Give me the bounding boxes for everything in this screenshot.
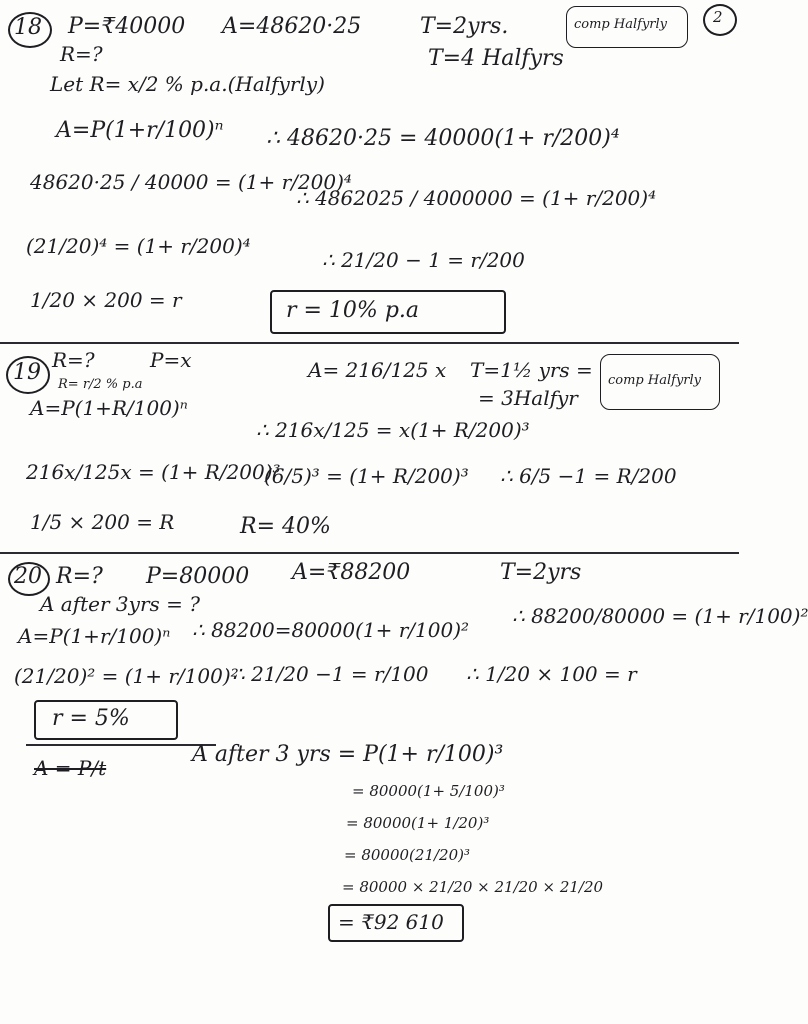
q20-step1: ∴ 88200/80000 = (1+ r/100)² [512, 604, 808, 628]
q19-step4: 1/5 × 200 = R [30, 510, 175, 534]
q18-t-half: T=4 Halfyrs [428, 46, 564, 71]
q20-substitution: ∴ 88200=80000(1+ r/100)² [192, 618, 470, 642]
q20-calc1: = 80000(1+ 5/100)³ [352, 782, 505, 800]
q20-answer: r = 5% [52, 706, 130, 731]
q19-step1: 216x/125x = (1+ R/200)³ [26, 460, 281, 484]
q19-substitution: ∴ 216x/125 = x(1+ R/200)³ [256, 418, 530, 442]
q18-number: 18 [14, 15, 42, 40]
q20-step2: (21/20)² = (1+ r/100)² [14, 664, 239, 688]
q20-a-given: A=₹88200 [292, 560, 411, 585]
q19-p-given: P=x [150, 348, 192, 372]
q20-number: 20 [14, 564, 42, 589]
q20-final: = ₹92 610 [338, 910, 444, 934]
page-number: 2 [713, 8, 723, 26]
q19-r-note: R= r/2 % p.a [58, 377, 143, 392]
q18-comp-note: comp Halfyrly [574, 17, 668, 32]
q19-t-given: T=1½ yrs = [470, 358, 593, 382]
q20-after-title: A after 3 yrs = P(1+ r/100)³ [192, 742, 504, 767]
q18-step3: (21/20)⁴ = (1+ r/200)⁴ [26, 234, 251, 258]
q18-step1: 48620·25 / 40000 = (1+ r/200)⁴ [30, 170, 352, 194]
q20-question: A after 3yrs = ? [40, 592, 200, 616]
q18-step5: 1/20 × 200 = r [30, 288, 182, 312]
q19-answer: R= 40% [240, 514, 331, 539]
q19-t-half: = 3Halfyr [478, 386, 578, 410]
q18-r-unknown: R=? [60, 42, 103, 66]
q19-a-given: A= 216/125 x [308, 358, 447, 382]
q18-step2: ∴ 4862025 / 4000000 = (1+ r/200)⁴ [296, 186, 657, 210]
q20-step4: ∴ 1/20 × 100 = r [466, 662, 637, 686]
q18-given-a: A=48620·25 [222, 14, 362, 39]
q20-calc4: = 80000 × 21/20 × 21/20 × 21/20 [342, 878, 604, 896]
q18-given-p: P=₹40000 [68, 14, 186, 39]
q20-p-given: P=80000 [146, 564, 250, 589]
q20-calc3: = 80000(21/20)³ [344, 846, 470, 864]
q20-struck-formula: A = P/t [34, 756, 107, 780]
q18-let-r: Let R= x/2 % p.a.(Halfyrly) [50, 72, 325, 96]
q20-formula: A=P(1+r/100)ⁿ [18, 624, 171, 648]
q18-formula: A=P(1+r/100)ⁿ [56, 118, 224, 143]
q19-number: 19 [13, 360, 41, 385]
q19-step3: ∴ 6/5 −1 = R/200 [500, 464, 677, 488]
q19-comp-note: comp Halfyrly [608, 373, 702, 388]
q20-answer-underline [26, 744, 216, 746]
q20-t-given: T=2yrs [500, 560, 582, 585]
q18-substitution: ∴ 48620·25 = 40000(1+ r/200)⁴ [266, 126, 620, 151]
q18-answer: r = 10% p.a [286, 298, 420, 323]
q18-step4: ∴ 21/20 − 1 = r/200 [322, 248, 525, 272]
q20-r-unknown: R=? [56, 564, 103, 589]
q19-formula: A=P(1+R/100)ⁿ [30, 396, 188, 420]
q18-given-t: T=2yrs. [420, 14, 509, 39]
q19-r-unknown: R=? [52, 348, 95, 372]
q19-step2: (6/5)³ = (1+ R/200)³ [264, 464, 469, 488]
divider-18-19 [0, 342, 739, 344]
q20-step3: ∴ 21/20 −1 = r/100 [232, 662, 429, 686]
divider-19-20 [0, 552, 739, 554]
q20-calc2: = 80000(1+ 1/20)³ [346, 814, 490, 832]
